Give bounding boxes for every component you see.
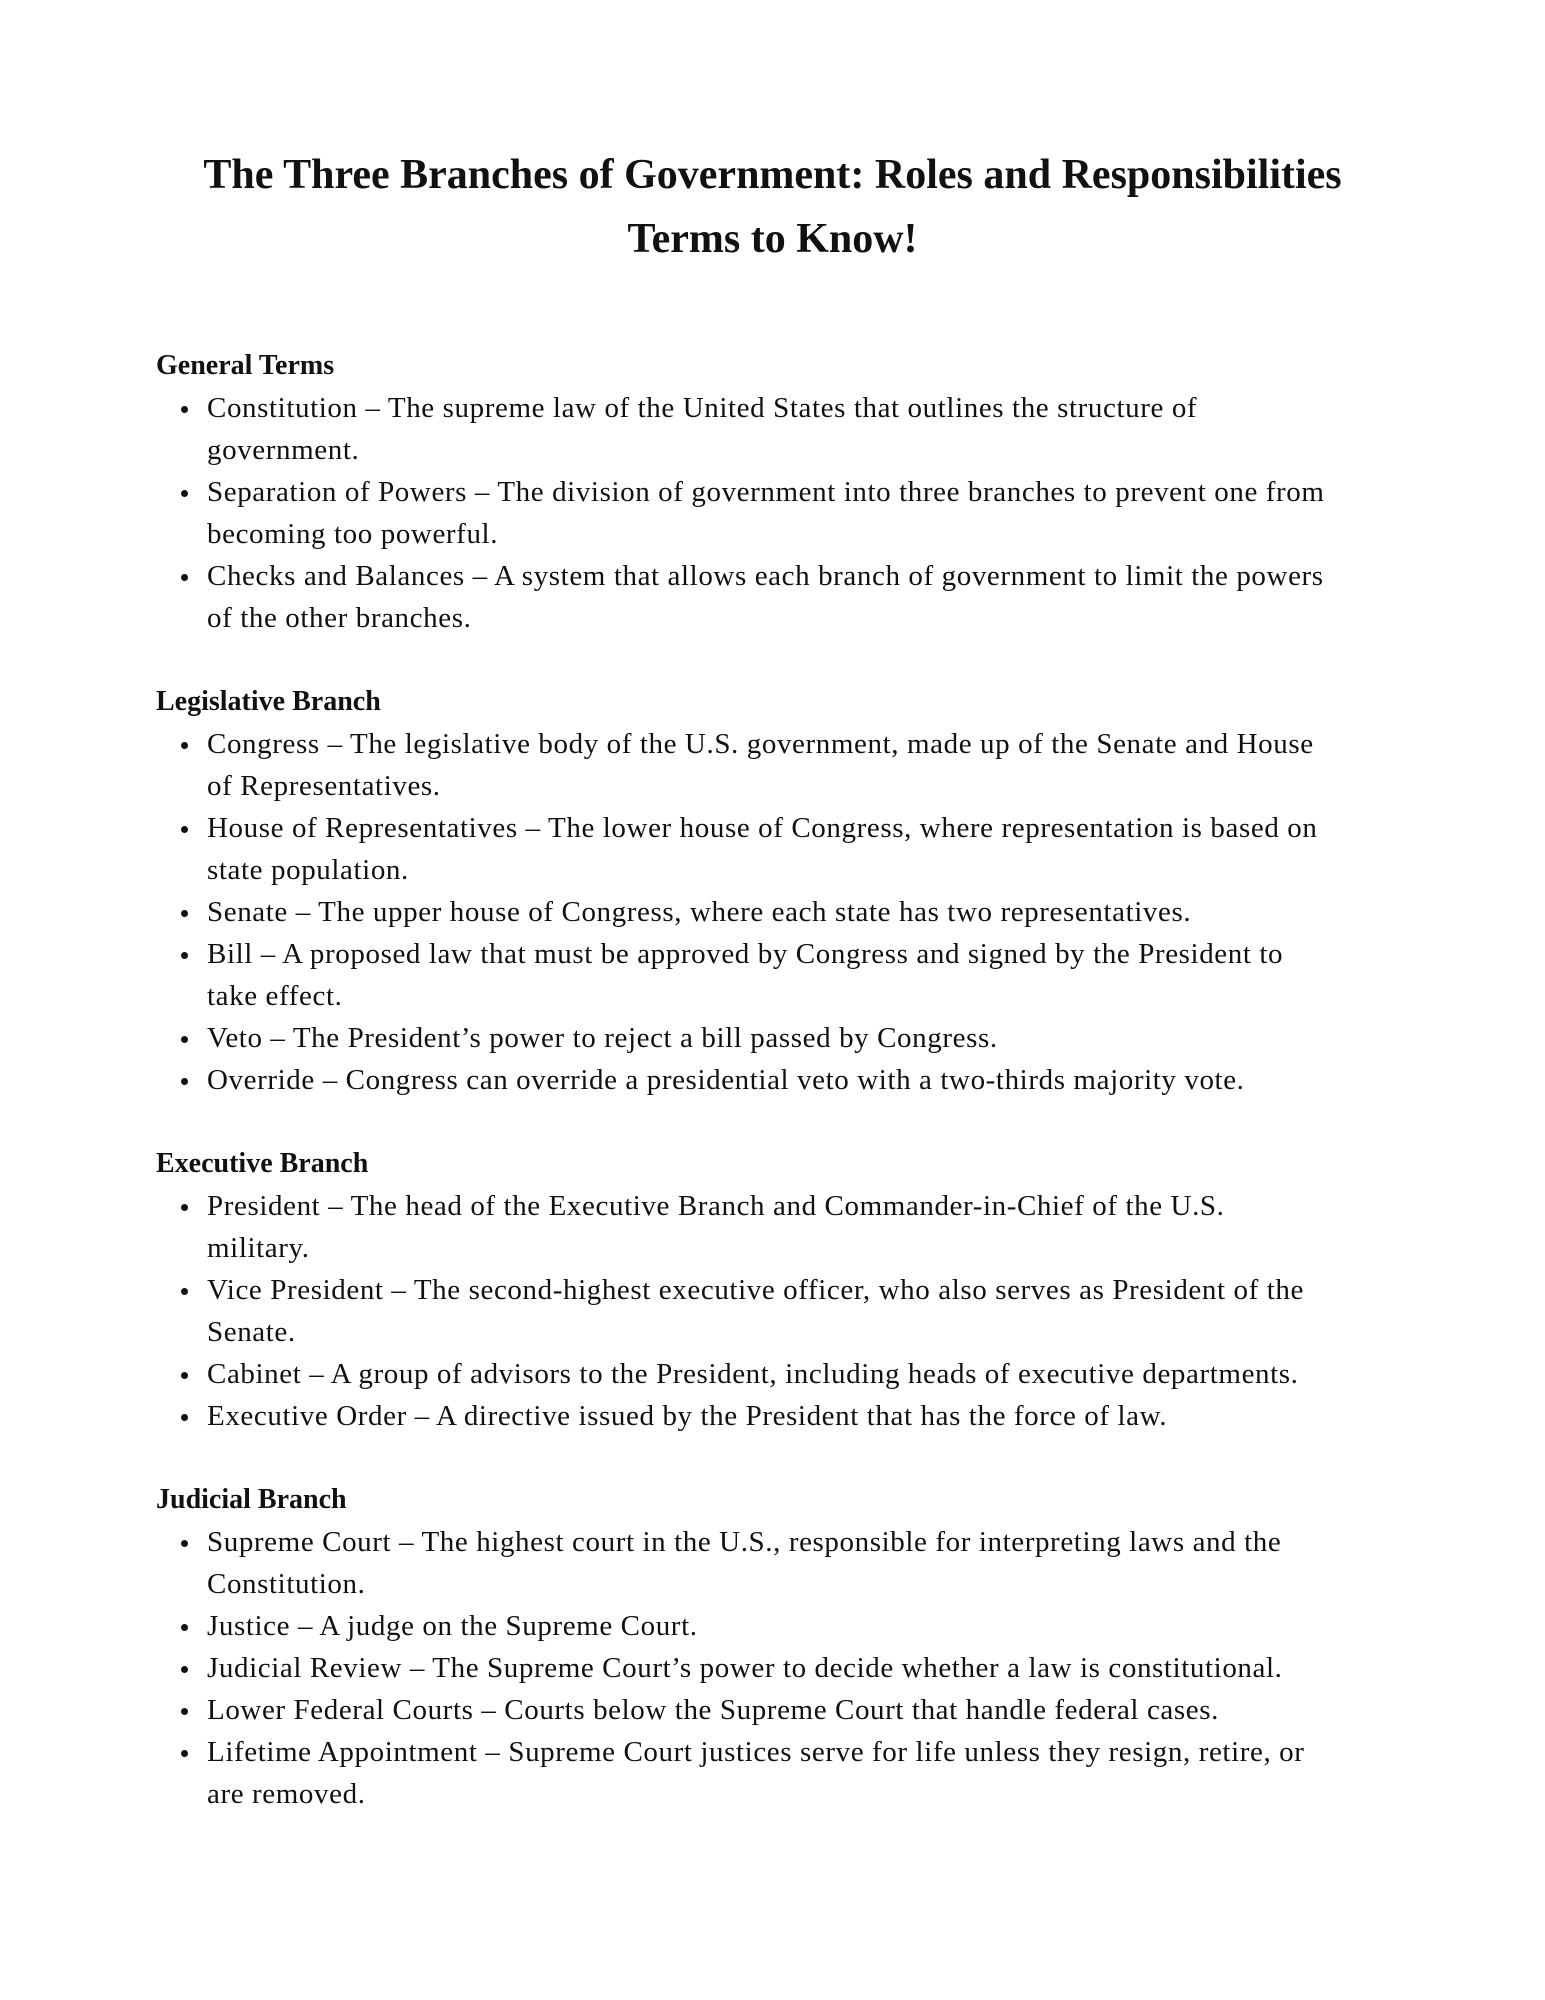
list-item [156,723,1545,807]
list-item [156,1731,1545,1815]
list-item [156,1395,1545,1437]
term-text-line: becoming too powerful. [207,518,499,550]
list-item [156,1185,1545,1269]
term-list [156,723,1545,1101]
term-text-line: Cabinet – A group of advisors to the President, including heads of executive departments. [207,1358,1299,1390]
term-text-line: Lifetime Appointment – Supreme Court justices serve for life unless they resign, retire, or [207,1736,1305,1768]
bullet-icon [181,490,188,497]
section-general-terms [156,345,1545,639]
term-text-line: Judicial Review – The Supreme Court’s power to decide whether a law is constitutional. [207,1652,1283,1684]
section-heading: Judicial Branch [156,1484,347,1515]
list-item [156,1269,1545,1353]
term-text-line: Veto – The President’s power to reject a bill passed by Congress. [207,1022,998,1054]
list-item [156,471,1545,555]
term-text-line: House of Representatives – The lower house of Congress, where representation is based on [207,812,1318,844]
term-text-line: Senate – The upper house of Congress, where each state has two representatives. [207,896,1192,928]
term-text-line: Checks and Balances – A system that allows each branch of government to limit the powers [207,560,1324,592]
section-judicial-branch [156,1479,1545,1815]
term-text-line: Senate. [207,1316,296,1348]
term-text-line: of Representatives. [207,770,441,802]
term-text-line: Constitution. [207,1568,366,1600]
bullet-icon [181,1288,188,1295]
title-line-2: Terms to Know! [627,216,918,262]
list-item [156,1059,1545,1101]
bullet-icon [181,406,188,413]
term-text-line: take effect. [207,980,343,1012]
bullet-icon [181,910,188,917]
list-item [156,1605,1545,1647]
bullet-icon [181,952,188,959]
term-list [156,387,1545,639]
bullet-icon [181,1204,188,1211]
term-text-line: Lower Federal Courts – Courts below the Supreme Court that handle federal cases. [207,1694,1219,1726]
term-text-line: Executive Order – A directive issued by the President that has the force of law. [207,1400,1168,1432]
term-text-line: Override – Congress can override a presidential veto with a two-thirds majority vote. [207,1064,1245,1096]
section-executive-branch [156,1143,1545,1437]
list-item [156,1353,1545,1395]
bullet-icon [181,574,188,581]
list-item [156,1521,1545,1605]
list-item [156,891,1545,933]
title-line-1: The Three Branches of Government: Roles and Responsibilities [203,152,1342,198]
section-heading: General Terms [156,350,335,381]
term-text-line: Vice President – The second-highest executive officer, who also serves as President of the [207,1274,1304,1306]
term-text-line: are removed. [207,1778,366,1810]
bullet-icon [181,1078,188,1085]
document-title [0,143,1545,271]
list-item [156,1689,1545,1731]
bullet-icon [181,1708,188,1715]
list-item [156,807,1545,891]
document-page [0,143,1545,1815]
section-legislative-branch [156,681,1545,1101]
bullet-icon [181,1624,188,1631]
list-item [156,1017,1545,1059]
term-text-line: Justice – A judge on the Supreme Court. [207,1610,698,1642]
bullet-icon [181,1414,188,1421]
term-text-line: Bill – A proposed law that must be approved by Congress and signed by the President to [207,938,1284,970]
list-item [156,1647,1545,1689]
bullet-icon [181,1036,188,1043]
term-text-line: President – The head of the Executive Branch and Commander-in-Chief of the U.S. [207,1190,1225,1222]
section-heading: Legislative Branch [156,686,381,717]
term-text-line: government. [207,434,360,466]
term-list [156,1521,1545,1815]
term-text-line: Constitution – The supreme law of the United States that outlines the structure of [207,392,1198,424]
bullet-icon [181,742,188,749]
bullet-icon [181,1750,188,1757]
term-text-line: Supreme Court – The highest court in the U.S., responsible for interpreting laws and the [207,1526,1282,1558]
bullet-icon [181,1372,188,1379]
list-item [156,555,1545,639]
bullet-icon [181,1540,188,1547]
list-item [156,387,1545,471]
term-text-line: state population. [207,854,409,886]
bullet-icon [181,826,188,833]
term-list [156,1185,1545,1437]
term-text-line: Separation of Powers – The division of government into three branches to prevent one from [207,476,1325,508]
section-heading: Executive Branch [156,1148,369,1179]
term-text-line: military. [207,1232,310,1264]
bullet-icon [181,1666,188,1673]
term-text-line: Congress – The legislative body of the U.S. government, made up of the Senate and House [207,728,1314,760]
list-item [156,933,1545,1017]
term-text-line: of the other branches. [207,602,472,634]
